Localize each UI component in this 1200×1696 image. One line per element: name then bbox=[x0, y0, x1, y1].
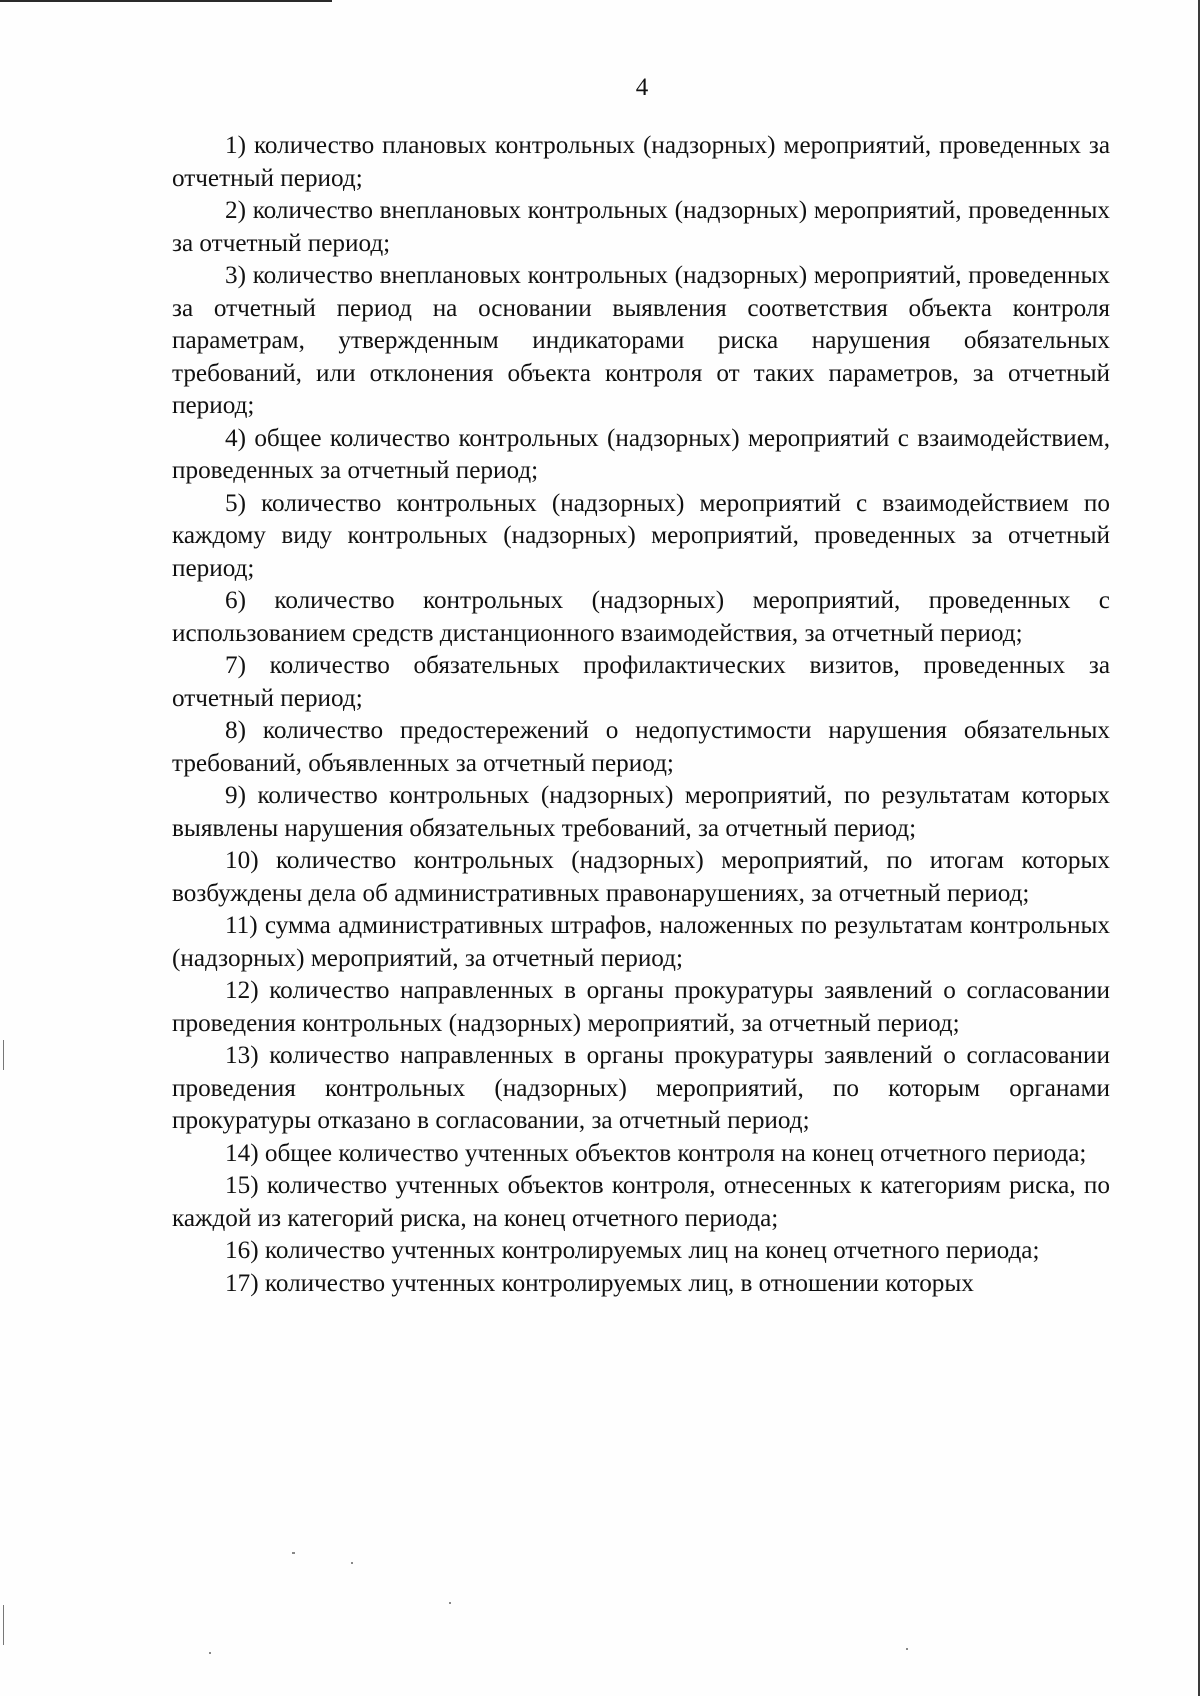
list-item: 1) количество плановых контрольных (надзорных) мероприятий, проведенных за отчетный период; bbox=[172, 132, 1110, 192]
list-item: 16) количество учтенных контролируемых лиц на конец отчетного периода; bbox=[225, 1237, 1040, 1264]
list-item: 3) количество внеплановых контрольных (надзорных) мероприятий, проведенных за отчетный период на основании выявления соответствия объекта контроля параметрам, утвержденным индикаторами риска нарушения обязательных требований, или отклонения объекта контроля от таких параметров, за отчетный период; bbox=[172, 262, 1110, 419]
scan-speck bbox=[906, 1648, 908, 1650]
list-item: 12) количество направленных в органы прокуратуры заявлений о согласовании проведения контрольных (надзорных) мероприятий, за отчетный период; bbox=[172, 977, 1110, 1037]
list-item: 11) сумма административных штрафов, наложенных по результатам контрольных (надзорных) мероприятий, за отчетный период; bbox=[172, 912, 1110, 972]
scan-artifact-left bbox=[3, 1040, 4, 1070]
list-item: 4) общее количество контрольных (надзорных) мероприятий с взаимодействием, проведенных за отчетный период; bbox=[172, 424, 1110, 484]
list-item: 8) количество предостережений о недопустимости нарушения обязательных требований, объявленных за отчетный период; bbox=[172, 717, 1110, 777]
scan-speck bbox=[449, 1602, 451, 1604]
document-body bbox=[172, 130, 1110, 1300]
scan-speck bbox=[209, 1652, 211, 1654]
page-number: 4 bbox=[635, 74, 649, 101]
list-item: 17) количество учтенных контролируемых лиц, в отношении которых bbox=[225, 1269, 974, 1297]
list-item: 6) количество контрольных (надзорных) мероприятий, проведенных с использованием средств дистанционного взаимодействия, за отчетный период; bbox=[172, 587, 1110, 647]
scan-speck bbox=[351, 1562, 353, 1564]
list-item: 13) количество направленных в органы прокуратуры заявлений о согласовании проведения контрольных (надзорных) мероприятий, по которым органами прокуратуры отказано в согласовании, за отчетный период; bbox=[172, 1042, 1110, 1134]
list-item: 14) общее количество учтенных объектов контроля на конец отчетного периода; bbox=[225, 1139, 1087, 1167]
list-item: 2) количество внеплановых контрольных (надзорных) мероприятий, проведенных за отчетный период; bbox=[172, 197, 1110, 257]
list-item: 5) количество контрольных (надзорных) мероприятий с взаимодействием по каждому виду контрольных (надзорных) мероприятий, проведенных за отчетный период; bbox=[172, 489, 1110, 582]
scan-border-top bbox=[0, 0, 332, 2]
list-item: 15) количество учтенных объектов контроля, отнесенных к категориям риска, по каждой из категорий риска, на конец отчетного периода; bbox=[172, 1172, 1110, 1232]
list-item: 7) количество обязательных профилактических визитов, проведенных за отчетный период; bbox=[172, 652, 1110, 712]
scan-speck bbox=[292, 1552, 295, 1554]
list-item: 9) количество контрольных (надзорных) мероприятий, по результатам которых выявлены нарушения обязательных требований, за отчетный период; bbox=[172, 782, 1110, 842]
list-item: 10) количество контрольных (надзорных) мероприятий, по итогам которых возбуждены дела об административных правонарушениях, за отчетный период; bbox=[172, 847, 1110, 907]
scan-artifact-left bbox=[3, 1605, 4, 1645]
